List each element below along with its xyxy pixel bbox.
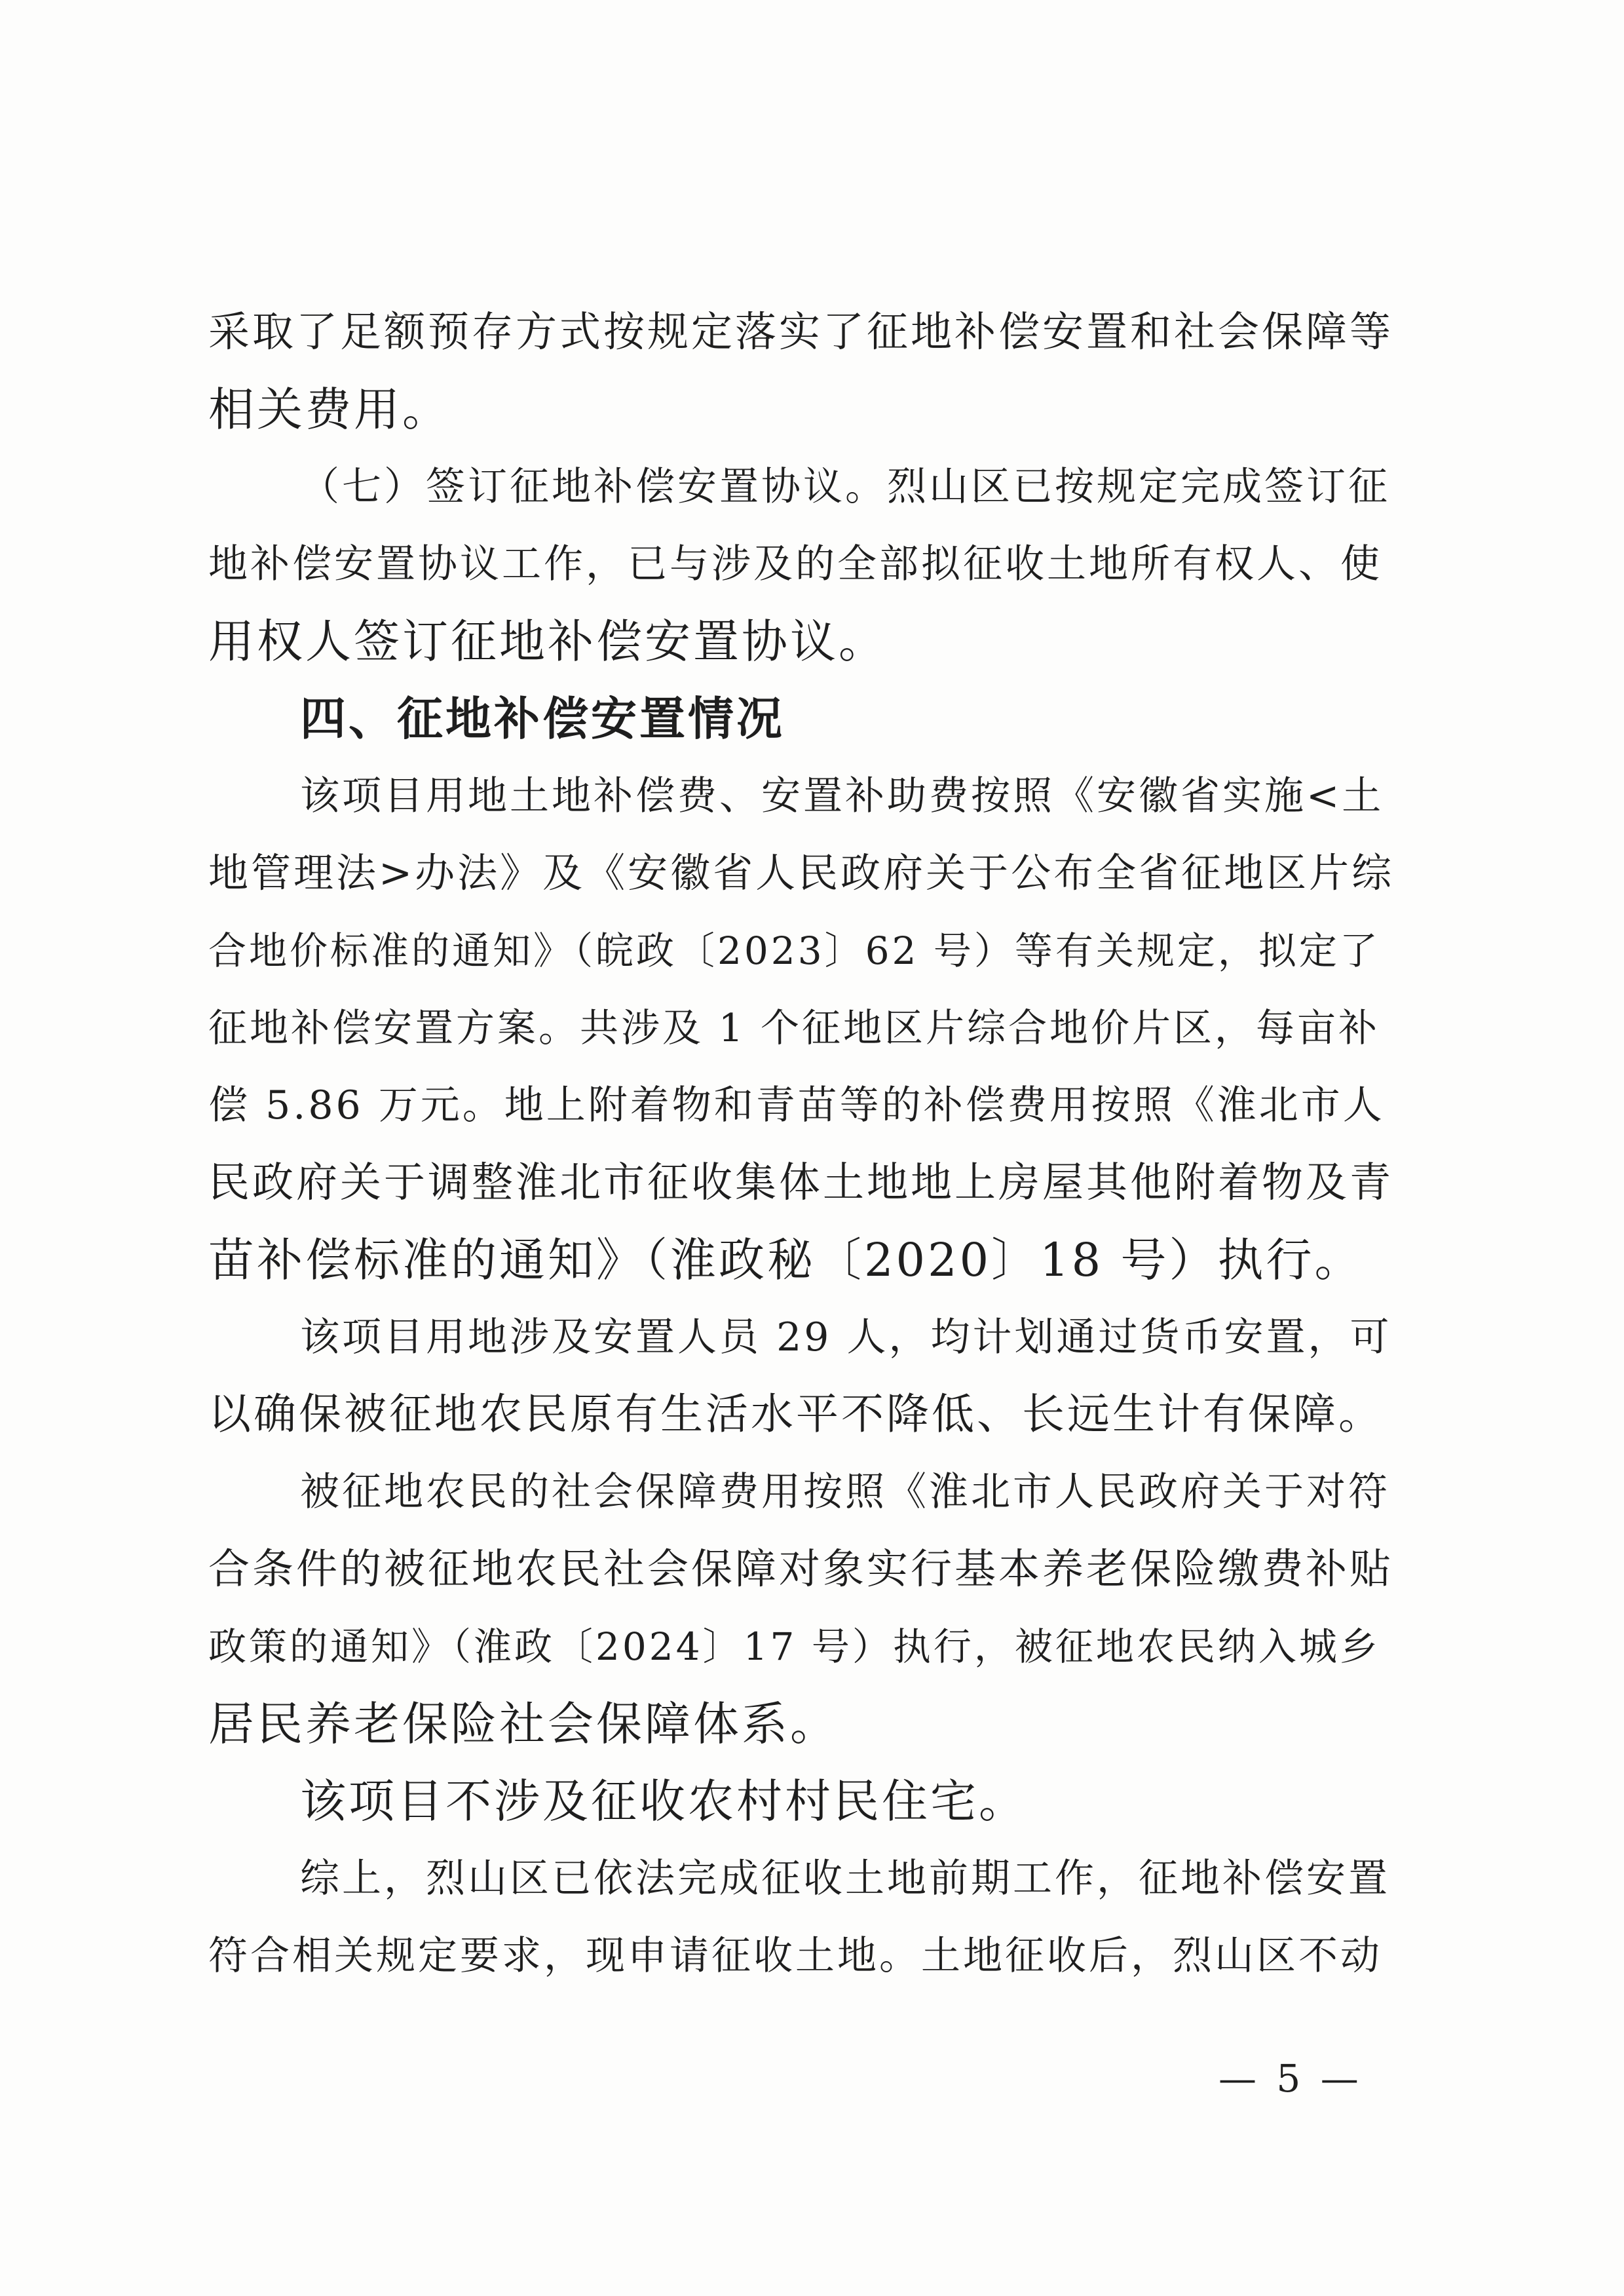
text-line: 居民养老保险社会保障体系。 — [208, 1697, 839, 1751]
page-number: — 5 — — [1218, 2056, 1363, 2101]
text-line: 被征地农民的社会保障费用按照《淮北市人民政府关于对符 — [300, 1469, 1390, 1515]
text-line: 综上，烈山区已依法完成征收土地前期工作，征地补偿安置 — [300, 1856, 1390, 1902]
text-line: 符合相关规定要求，现申请征收土地。土地征收后，烈山区不动 — [208, 1933, 1382, 1979]
text-line: 该项目用地涉及安置人员 29 人，均计划通过货币安置，可 — [300, 1314, 1392, 1360]
text-line: 地管理法>办法》及《安徽省人民政府关于公布全省征地区片综 — [208, 850, 1395, 896]
text-line: 苗补偿标准的通知》（淮政秘〔2020〕18 号）执行。 — [208, 1233, 1363, 1287]
text-line: 民政府关于调整淮北市征收集体土地地上房屋其他附着物及青 — [208, 1158, 1393, 1206]
section-heading: 四、征地补偿安置情况 — [300, 692, 785, 746]
text-line: 偿 5.86 万元。地上附着物和青苗等的补偿费用按照《淮北市人 — [208, 1082, 1385, 1128]
text-line: 合地价标准的通知》（皖政〔2023〕62 号）等有关规定，拟定了 — [208, 928, 1380, 973]
text-line: 采取了足额预存方式按规定落实了征地补偿安置和社会保障等 — [208, 308, 1393, 356]
text-line: 合条件的被征地农民社会保障对象实行基本养老保险缴费补贴 — [208, 1545, 1393, 1593]
text-line: 地补偿安置协议工作，已与涉及的全部拟征收土地所有权人、使 — [208, 541, 1382, 587]
text-line: 以确保被征地农民原有生活水平不降低、长远生计有保障。 — [208, 1390, 1384, 1439]
text-line: （七）签订征地补偿安置协议。烈山区已按规定完成签订征 — [300, 464, 1390, 510]
text-line: 政策的通知》（淮政〔2024〕17 号）执行，被征地农民纳入城乡 — [208, 1624, 1380, 1669]
document-body — [208, 294, 1394, 1995]
text-line: 征地补偿安置方案。共涉及 1 个征地区片综合地价片区，每亩补 — [208, 1005, 1380, 1050]
text-line: 相关费用。 — [208, 383, 451, 436]
text-line: 该项目不涉及征收农村村民住宅。 — [300, 1774, 1027, 1828]
text-line: 该项目用地土地补偿费、安置补助费按照《安徽省实施<土 — [300, 773, 1384, 819]
text-line: 用权人签订征地补偿安置协议。 — [208, 615, 887, 668]
